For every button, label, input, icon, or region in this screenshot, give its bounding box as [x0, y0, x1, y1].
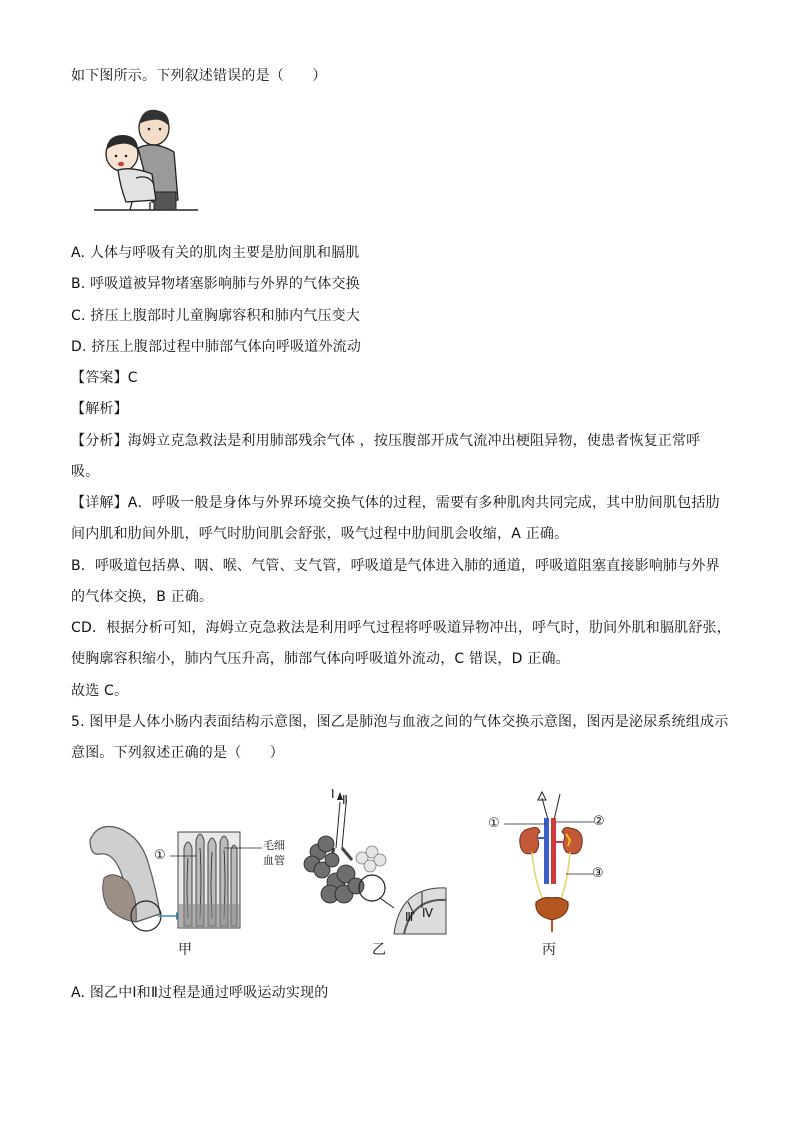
q5-option-a: A. 图乙中Ⅰ和Ⅱ过程是通过呼吸运动实现的 [71, 985, 329, 1001]
roman-II-label: Ⅱ [342, 793, 348, 807]
detail-line-1: 【详解】A．呼吸一般是身体与外界环境交换气体的过程，需要有多种肌肉共同完成，其中肋间肌包括肋 [71, 495, 720, 511]
roman-I-label: Ⅰ [331, 787, 335, 801]
roman-IV-label: Ⅳ [422, 906, 434, 920]
roman-III-label: Ⅲ [405, 910, 414, 924]
capillary-label-1: 毛细 [263, 839, 285, 852]
detail-line-3: B．呼吸道包括鼻、咽、喉、气管、支气管，呼吸道是气体进入肺的通道，呼吸道阻塞直接影响肺与外界 [71, 558, 720, 574]
figure-caption-bing: 丙 [542, 942, 556, 958]
analysis-line-2: 吸。 [71, 464, 100, 480]
question5-line-1: 5. 图甲是人体小肠内表面结构示意图，图乙是肺泡与血液之间的气体交换示意图，图丙是泌尿系统组成示 [71, 714, 729, 730]
option-d: D. 挤压上腹部过程中肺部气体向呼吸道外流动 [71, 339, 362, 355]
figure-caption-yi: 乙 [372, 942, 386, 958]
bing-label-1: ① [488, 816, 500, 831]
bing-label-3: ③ [592, 866, 604, 881]
detail-line-6: 使胸廓容积缩小，肺内气压升高，肺部气体向呼吸道外流动，C 错误，D 正确。 [71, 651, 570, 667]
heimlich-illustration [92, 104, 202, 216]
option-b: B. 呼吸道被异物堵塞影响肺与外界的气体交换 [71, 276, 360, 292]
jia-label-1: ① [154, 848, 166, 863]
detail-line-5: CD．根据分析可知，海姆立克急救法是利用呼气过程将呼吸道异物冲出，呼气时，肋间外肌和膈肌舒张， [71, 620, 731, 636]
question-stem: 如下图所示。下列叙述错误的是（ ） [71, 68, 327, 84]
bing-label-2: ② [593, 814, 605, 829]
option-c: C. 挤压上腹部时儿童胸廓容积和肺内气压变大 [71, 308, 361, 324]
detail-line-4: 的气体交换，B 正确。 [71, 589, 214, 605]
figure-jia-small-intestine [84, 818, 299, 936]
figure-bing-urinary-system [504, 790, 614, 936]
figure-caption-jia: 甲 [178, 942, 192, 958]
detail-line-2: 间内肌和肋间外肌，呼气时肋间肌会舒张，吸气过程中肋间肌会收缩，A 正确。 [71, 526, 569, 542]
analysis-line-1: 【分析】海姆立克急救法是利用肺部残余气体 ，按压腹部开成气流冲出梗阻异物，使患者恢复正常呼 [71, 433, 701, 449]
question5-line-2: 意图。下列叙述正确的是（ ） [71, 745, 284, 761]
capillary-label-2: 血管 [263, 854, 285, 867]
analysis-heading: 【解析】 [71, 401, 128, 417]
detail-line-7: 故选 C。 [71, 683, 129, 699]
answer-line: 【答案】C [71, 370, 138, 386]
option-a: A. 人体与呼吸有关的肌肉主要是肋间肌和膈肌 [71, 245, 360, 261]
